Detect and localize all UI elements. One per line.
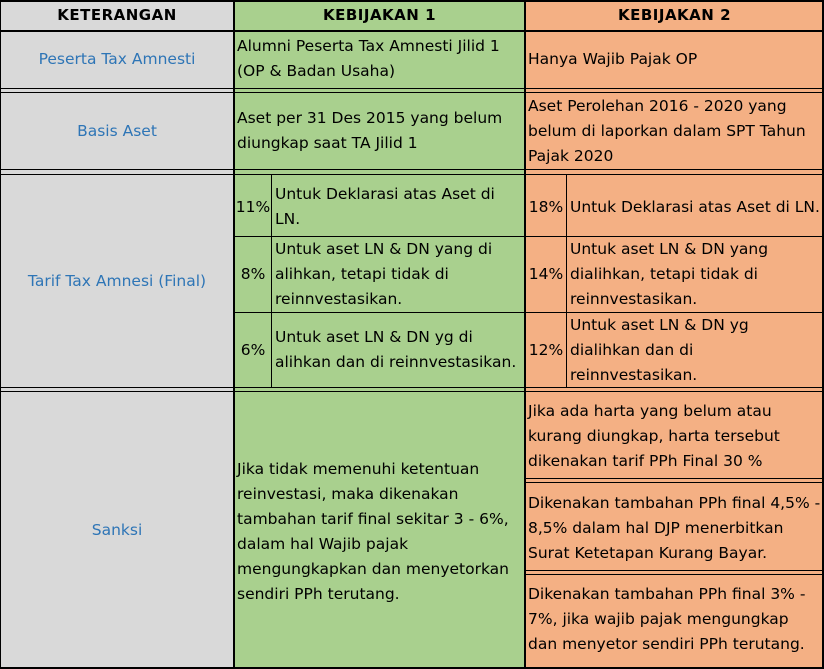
grid-line xyxy=(234,312,824,313)
grid-line xyxy=(234,236,824,237)
tarif-k1-rate: 11% xyxy=(235,197,271,216)
tarif-k2-rate: 12% xyxy=(528,340,564,359)
grid-line xyxy=(0,0,1,669)
tarif-k2-text: Untuk Deklarasi atas Aset di LN. xyxy=(570,197,820,216)
header-kebijakan-1: KEBIJAKAN 1 xyxy=(322,5,437,24)
peserta-kebijakan-2: Hanya Wajib Pajak OP xyxy=(528,49,698,68)
grid-line xyxy=(0,92,824,93)
peserta-kebijakan-1: Alumni Peserta Tax Amnesti Jilid 1 (OP & Badan Usaha) xyxy=(237,37,500,80)
sanksi-kebijakan-1: Jika tidak memenuhi ketentuan reinvestasi, maka dikenakan tambahan tarif final sekitar 3 - 6%, dalam hal Wajib pajak mengungkapkan dan menyetorkan sendiri PPh terutang. xyxy=(237,460,509,603)
tarif-k2-rate: 14% xyxy=(528,265,564,283)
tarif-k1-rate: 8% xyxy=(240,265,266,283)
grid-line xyxy=(0,88,824,89)
grid-line xyxy=(0,391,824,392)
label-peserta: Peserta Tax Amnesti xyxy=(38,49,196,68)
basis-aset-kebijakan-1: Aset per 31 Des 2015 yang belum diungkap saat TA Jilid 1 xyxy=(237,109,503,152)
tarif-k1-text: Untuk Deklarasi atas Aset di LN. xyxy=(275,185,495,228)
header-keterangan: KETERANGAN xyxy=(57,5,177,24)
grid-line xyxy=(524,0,526,669)
grid-line xyxy=(0,387,824,388)
tarif-k1-rate: 6% xyxy=(240,340,266,359)
sanksi-k2-item: Jika ada harta yang belum atau kurang diungkap, harta tersebut dikenakan tarif PPh Final 30 % xyxy=(528,402,780,470)
grid-line xyxy=(0,30,824,32)
tarif-k2-rate: 18% xyxy=(528,197,564,216)
basis-aset-kebijakan-2: Aset Perolehan 2016 - 2020 yang belum di laporkan dalam SPT Tahun Pajak 2020 xyxy=(528,96,806,165)
sanksi-k2-item: Dikenakan tambahan PPh final 3% - 7%, jika wajib pajak mengungkap dan menyetor sendiri PPh terutang. xyxy=(528,585,806,653)
header-kebijakan-2: KEBIJAKAN 2 xyxy=(617,5,732,24)
sanksi-k2-item: Dikenakan tambahan PPh final 4,5% - 8,5% dalam hal DJP menerbitkan Surat Ketetapan Kurang Bayar. xyxy=(528,494,821,562)
grid-line xyxy=(233,0,235,669)
grid-line xyxy=(525,482,824,483)
grid-line xyxy=(0,0,824,2)
grid-line xyxy=(271,175,272,387)
tarif-k1-text: Untuk aset LN & DN yg di alihkan dan di reinnvestasikan. xyxy=(275,328,517,371)
grid-line xyxy=(525,478,824,479)
tarif-k1-text: Untuk aset LN & DN yang di alihkan, tetapi tidak di reinnvestasikan. xyxy=(275,240,493,308)
grid-line xyxy=(0,169,824,170)
tarif-k2-text: Untuk aset LN & DN yang dialihkan, tetapi tidak di reinnvestasikan. xyxy=(570,240,769,308)
label-tarif: Tarif Tax Amnesi (Final) xyxy=(27,271,207,290)
grid-line xyxy=(566,175,567,387)
label-basis-aset: Basis Aset xyxy=(77,121,157,140)
grid-line xyxy=(0,174,824,175)
grid-line xyxy=(525,574,824,575)
grid-line xyxy=(525,570,824,571)
label-sanksi: Sanksi xyxy=(91,521,143,539)
tarif-k2-text: Untuk aset LN & DN yg dialihkan dan di reinnvestasikan. xyxy=(570,315,749,384)
